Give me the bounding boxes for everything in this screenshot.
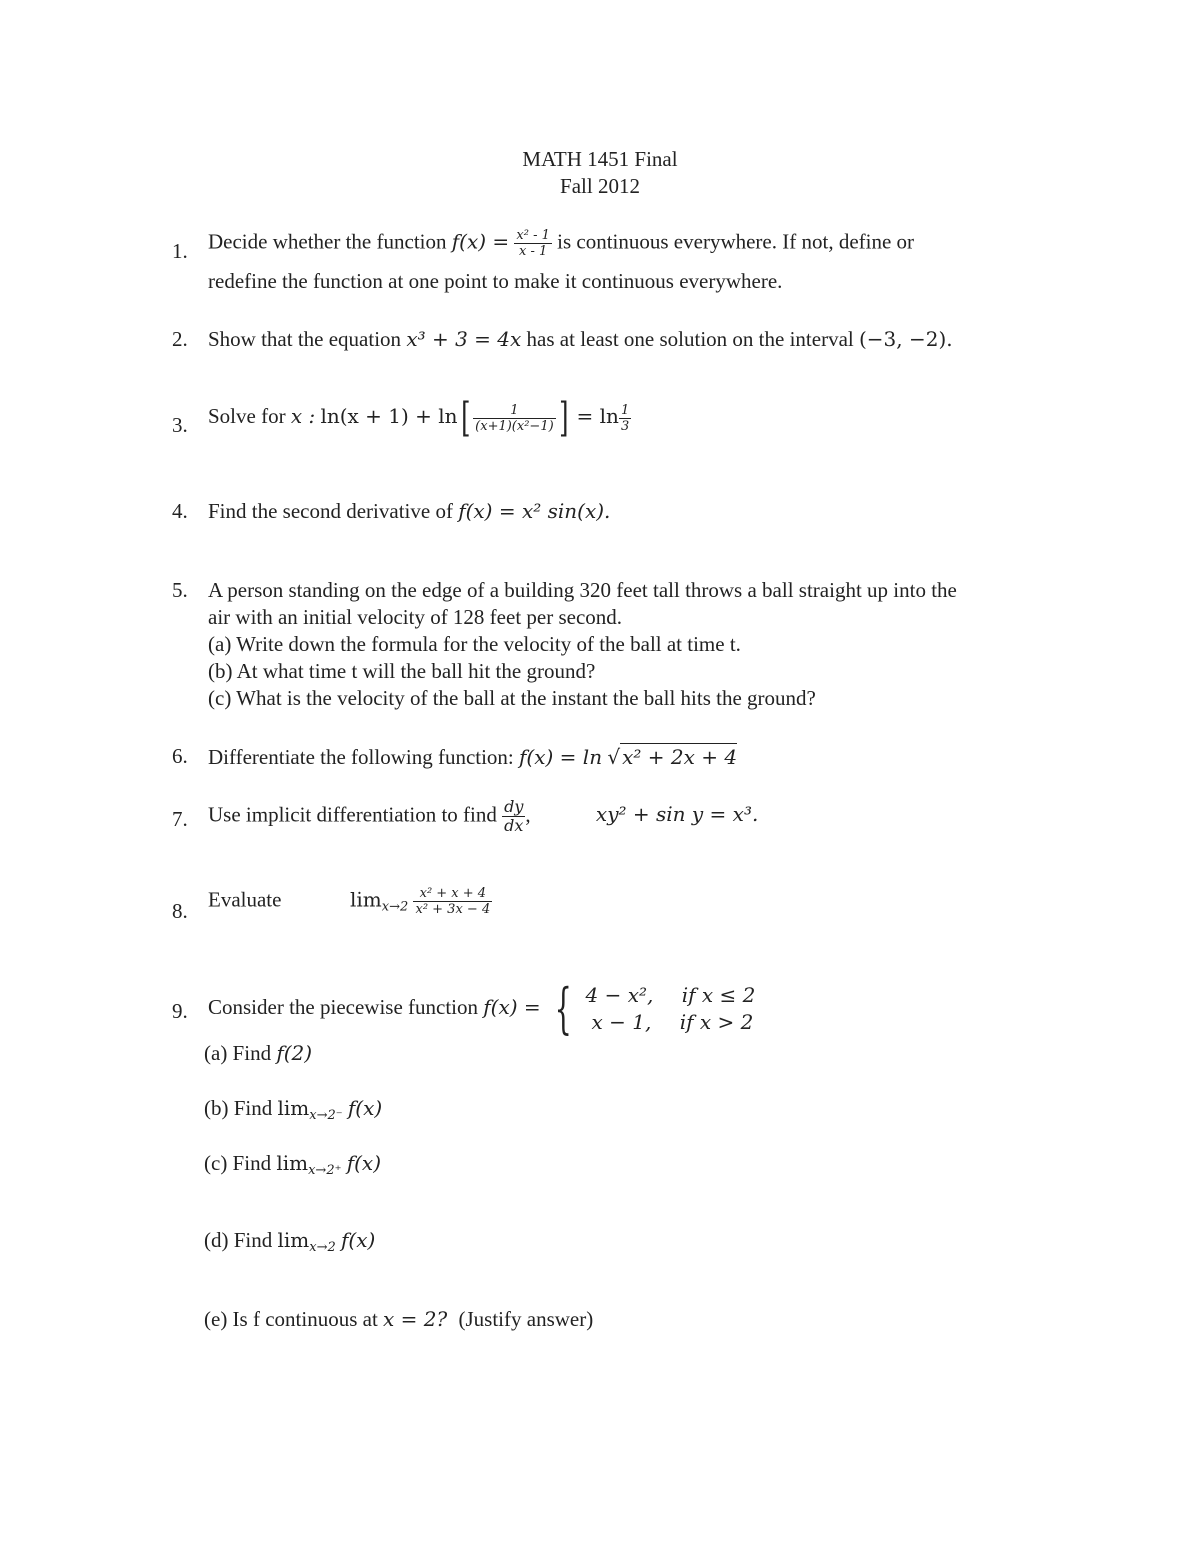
expression: f(2) xyxy=(276,1041,313,1065)
function-expression: f(x) = x² sin(x). xyxy=(458,499,611,523)
radicand: x² + 2x + 4 xyxy=(622,745,738,769)
question-text: air with an initial velocity of 128 feet per second. xyxy=(208,605,623,629)
exam-header xyxy=(0,146,1200,200)
question-body xyxy=(208,498,1058,525)
question-text: Use implicit differentiation to find xyxy=(208,802,497,827)
fraction-numerator: x² + x + 4 xyxy=(413,886,492,902)
question-number: 4. xyxy=(172,499,188,523)
question-number: 1. xyxy=(172,239,188,263)
question-number: 9. xyxy=(172,999,188,1023)
fraction xyxy=(619,403,631,434)
fraction-denominator: 3 xyxy=(620,418,630,434)
sub-question-9a xyxy=(204,1040,312,1067)
limit-operator: lim xyxy=(277,1096,310,1120)
left-bracket: [ xyxy=(460,395,471,441)
limit-operator: lim xyxy=(349,887,382,912)
radical-sign: √ xyxy=(607,745,621,769)
question-number: 7. xyxy=(172,807,188,831)
question-text: Find the second derivative of xyxy=(208,499,453,523)
question-body xyxy=(208,886,1058,917)
derivative-fraction xyxy=(502,798,525,835)
question-body xyxy=(208,395,1058,441)
limit-operator: lim xyxy=(277,1228,310,1252)
piecewise-definition xyxy=(546,977,756,1040)
limit-subscript: x→2 xyxy=(309,1240,336,1255)
question-text: Decide whether the function xyxy=(208,229,447,254)
sub-question-b: (b) At what time t will the ball hit the ground? xyxy=(208,659,596,683)
function-expression: f(x) = ln xyxy=(519,745,603,769)
fraction xyxy=(514,228,551,259)
fraction-denominator: dx xyxy=(504,816,524,835)
case-condition: if x > 2 xyxy=(679,1010,754,1034)
fraction-denominator: x² + 3x − 4 xyxy=(415,902,491,917)
question-body xyxy=(208,228,1058,295)
question-text-line2: redefine the function at one point to make it continuous everywhere. xyxy=(208,269,783,293)
fraction-numerator: dy xyxy=(504,797,524,816)
question-text: Show that the equation xyxy=(208,327,402,351)
exam-term: Fall 2012 xyxy=(560,174,640,198)
case-expression: 4 − x², xyxy=(585,983,654,1007)
left-brace: { xyxy=(554,977,572,1040)
function-expression: f(x) = xyxy=(451,229,510,254)
question-body xyxy=(208,798,1058,835)
question-text: A person standing on the edge of a building 320 feet tall throws a ball straight up into the xyxy=(208,578,957,602)
exam-title: MATH 1451 Final xyxy=(522,147,678,171)
sub-question-c: (c) What is the velocity of the ball at the instant the ball hits the ground? xyxy=(208,686,816,710)
expression: f(x) xyxy=(346,1151,381,1175)
comma: , xyxy=(525,802,531,827)
question-text: Consider the piecewise function xyxy=(208,994,479,1019)
sub-question-9c xyxy=(204,1150,381,1180)
question-text: Evaluate xyxy=(208,887,282,912)
sub-question-note: (Justify answer) xyxy=(458,1307,594,1331)
case-2 xyxy=(586,1009,756,1036)
fraction-denominator: x - 1 xyxy=(519,244,548,259)
sub-question-a: (a) Write down the formula for the velocity of the ball at time t. xyxy=(208,632,741,656)
question-text: Solve for xyxy=(208,403,286,428)
sub-question-9b xyxy=(204,1095,382,1125)
sub-question-9e xyxy=(204,1306,593,1333)
limit-subscript: x→2⁻ xyxy=(309,1108,343,1123)
sub-question-9d xyxy=(204,1227,375,1257)
question-text: has at least one solution on the interval xyxy=(526,327,854,351)
expression: f(x) xyxy=(347,1096,383,1120)
sub-question-label: (e) Is f continuous at xyxy=(204,1307,378,1331)
fraction xyxy=(413,886,492,917)
variable: x : xyxy=(290,403,316,428)
case-condition: if x ≤ 2 xyxy=(681,983,756,1007)
sub-question-label: (d) Find xyxy=(204,1228,273,1252)
question-number: 8. xyxy=(172,899,188,923)
expression: f(x) xyxy=(341,1228,376,1252)
limit-subscript: x→2⁺ xyxy=(308,1163,342,1178)
question-number: 2. xyxy=(172,327,188,351)
question-number: 5. xyxy=(172,578,188,602)
interval: (−3, −2). xyxy=(858,327,953,351)
question-body xyxy=(208,743,1058,771)
fraction-numerator: x² - 1 xyxy=(516,228,550,243)
fraction-numerator: 1 xyxy=(620,402,630,418)
question-body xyxy=(208,326,1058,353)
limit-operator: lim xyxy=(276,1151,309,1175)
fraction xyxy=(473,403,556,434)
function-expression: f(x) = xyxy=(483,994,541,1019)
implicit-equation: xy² + sin y = x³. xyxy=(595,802,759,827)
log-expression: ln(x + 1) + ln xyxy=(320,403,458,428)
question-number: 6. xyxy=(172,744,188,768)
case-expression: x − 1, xyxy=(591,1010,652,1034)
sub-question-label: (a) Find xyxy=(204,1041,272,1065)
log-expression: = ln xyxy=(576,403,619,428)
question-number: 3. xyxy=(172,413,188,437)
question-body xyxy=(208,977,1058,1040)
question-text: is continuous everywhere. If not, define or xyxy=(557,229,915,254)
limit-subscript: x→2 xyxy=(381,899,409,915)
case-1 xyxy=(586,982,756,1009)
fraction-denominator: (x+1)(x²−1) xyxy=(475,418,554,434)
equation: x³ + 3 = 4x xyxy=(406,327,522,351)
expression: x = 2? xyxy=(383,1307,448,1331)
question-text: Differentiate the following function: xyxy=(208,745,514,769)
sub-question-label: (b) Find xyxy=(204,1096,273,1120)
sub-question-label: (c) Find xyxy=(204,1151,272,1175)
question-body xyxy=(208,577,1058,712)
right-bracket: ] xyxy=(558,395,569,441)
cases xyxy=(586,982,756,1036)
fraction-numerator: 1 xyxy=(473,403,556,419)
